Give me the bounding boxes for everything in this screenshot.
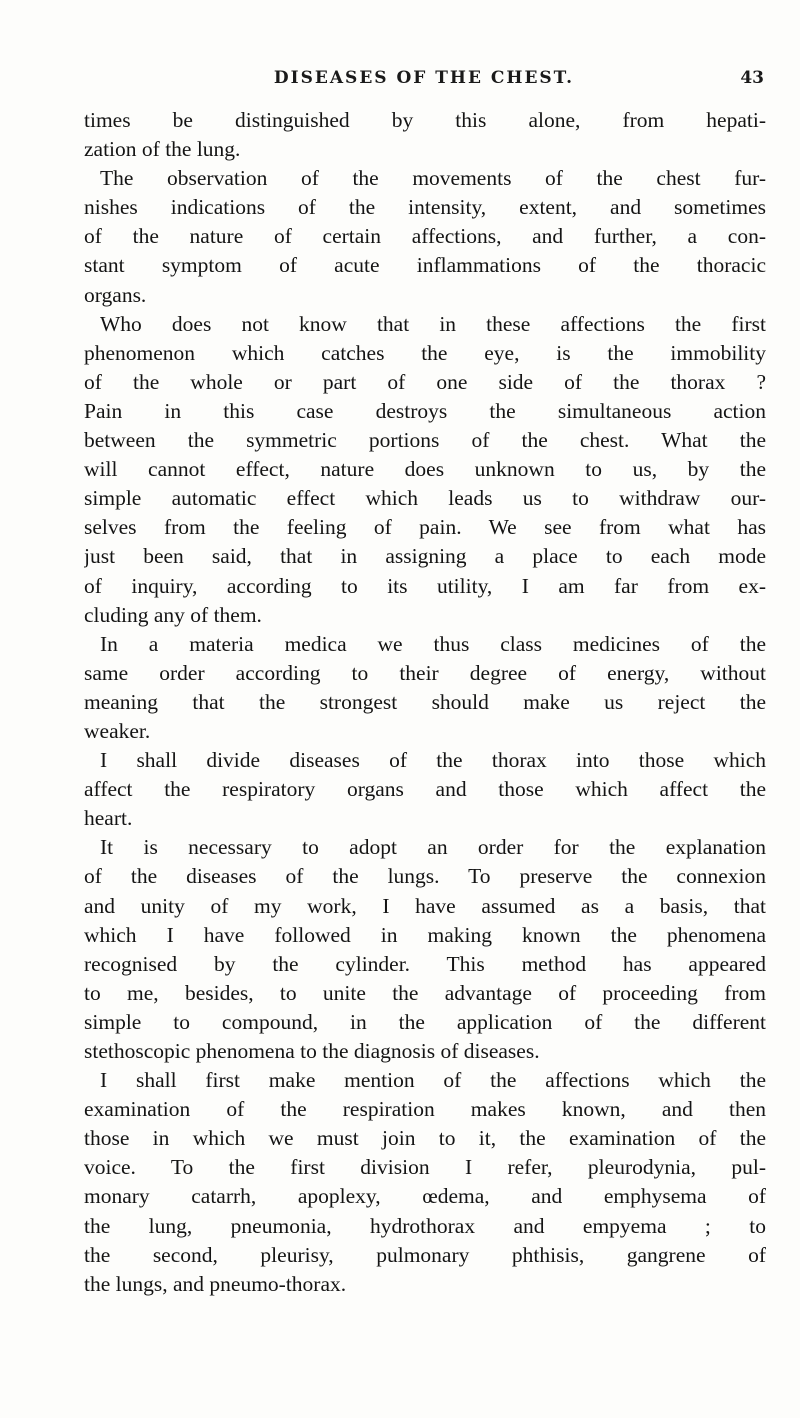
- text-line: It is necessary to adopt an order for the explanation: [100, 835, 766, 860]
- text-line: and unity of my work, I have assumed as a basis, that: [84, 893, 766, 918]
- text-line: simple automatic effect which leads us to withdraw our-: [84, 486, 766, 511]
- text-line: the lung, pneumonia, hydrothorax and empyema ; to: [84, 1213, 766, 1238]
- text-line: zation of the lung.: [84, 137, 241, 162]
- text-line: Who does not know that in these affections the first: [100, 311, 766, 336]
- text-line: between the symmetric portions of the chest. What the: [84, 428, 766, 453]
- text-line: simple to compound, in the application of the different: [84, 1009, 766, 1034]
- page-number: 43: [740, 68, 764, 88]
- text-line: those in which we must join to it, the examination of the: [84, 1126, 766, 1151]
- text-line: heart.: [84, 806, 133, 831]
- text-line: the lungs, and pneumo-thorax.: [84, 1271, 347, 1296]
- text-line: stethoscopic phenomena to the diagnosis of diseases.: [84, 1039, 540, 1063]
- text-line: organs.: [84, 282, 147, 307]
- text-line: I shall first make mention of the affections which the: [100, 1068, 766, 1093]
- text-line: meaning that the strongest should make us reject the: [84, 689, 766, 714]
- body-text: [84, 106, 766, 1299]
- text-line: of inquiry, according to its utility, I am far from ex-: [84, 573, 766, 598]
- text-line: monary catarrh, apoplexy, œdema, and emphysema of: [84, 1184, 766, 1209]
- text-line: will cannot effect, nature does unknown to us, by the: [84, 457, 766, 482]
- text-line: affect the respiratory organs and those which affect the: [84, 777, 766, 802]
- text-line: voice. To the first division I refer, pleurodynia, pul-: [84, 1155, 766, 1180]
- running-title: DISEASES OF THE CHEST.: [273, 68, 575, 88]
- text-line: which I have followed in making known the phenomena: [84, 922, 766, 947]
- text-line: same order according to their degree of energy, without: [84, 660, 766, 685]
- text-line: In a materia medica we thus class medicines of the: [100, 631, 766, 656]
- text-line: cluding any of them.: [84, 602, 262, 627]
- text-line: weaker.: [84, 718, 151, 743]
- text-line: of the diseases of the lungs. To preserve the connexion: [84, 864, 766, 889]
- text-line: of the nature of certain affections, and further, a con-: [84, 224, 766, 249]
- text-line: Pain in this case destroys the simultaneous action: [84, 398, 766, 423]
- text-line: examination of the respiration makes known, and then: [84, 1097, 766, 1122]
- text-line: phenomenon which catches the eye, is the immobility: [84, 340, 766, 365]
- text-line: to me, besides, to unite the advantage of proceeding from: [84, 980, 766, 1005]
- text-line: selves from the feeling of pain. We see from what has: [84, 515, 766, 540]
- text-line: the second, pleurisy, pulmonary phthisis, gangrene of: [84, 1242, 766, 1267]
- text-line: recognised by the cylinder. This method has appeared: [84, 951, 766, 976]
- text-line: of the whole or part of one side of the thorax ?: [84, 369, 766, 394]
- text-line: stant symptom of acute inflammations of the thoracic: [84, 253, 766, 278]
- text-line: I shall divide diseases of the thorax into those which: [100, 748, 766, 773]
- text-line: times be distinguished by this alone, from hepati-: [84, 108, 766, 132]
- running-head: [84, 68, 764, 102]
- text-line: The observation of the movements of the chest fur-: [100, 166, 766, 191]
- text-line: just been said, that in assigning a place to each mode: [84, 544, 766, 569]
- text-line: nishes indications of the intensity, extent, and sometimes: [84, 195, 766, 220]
